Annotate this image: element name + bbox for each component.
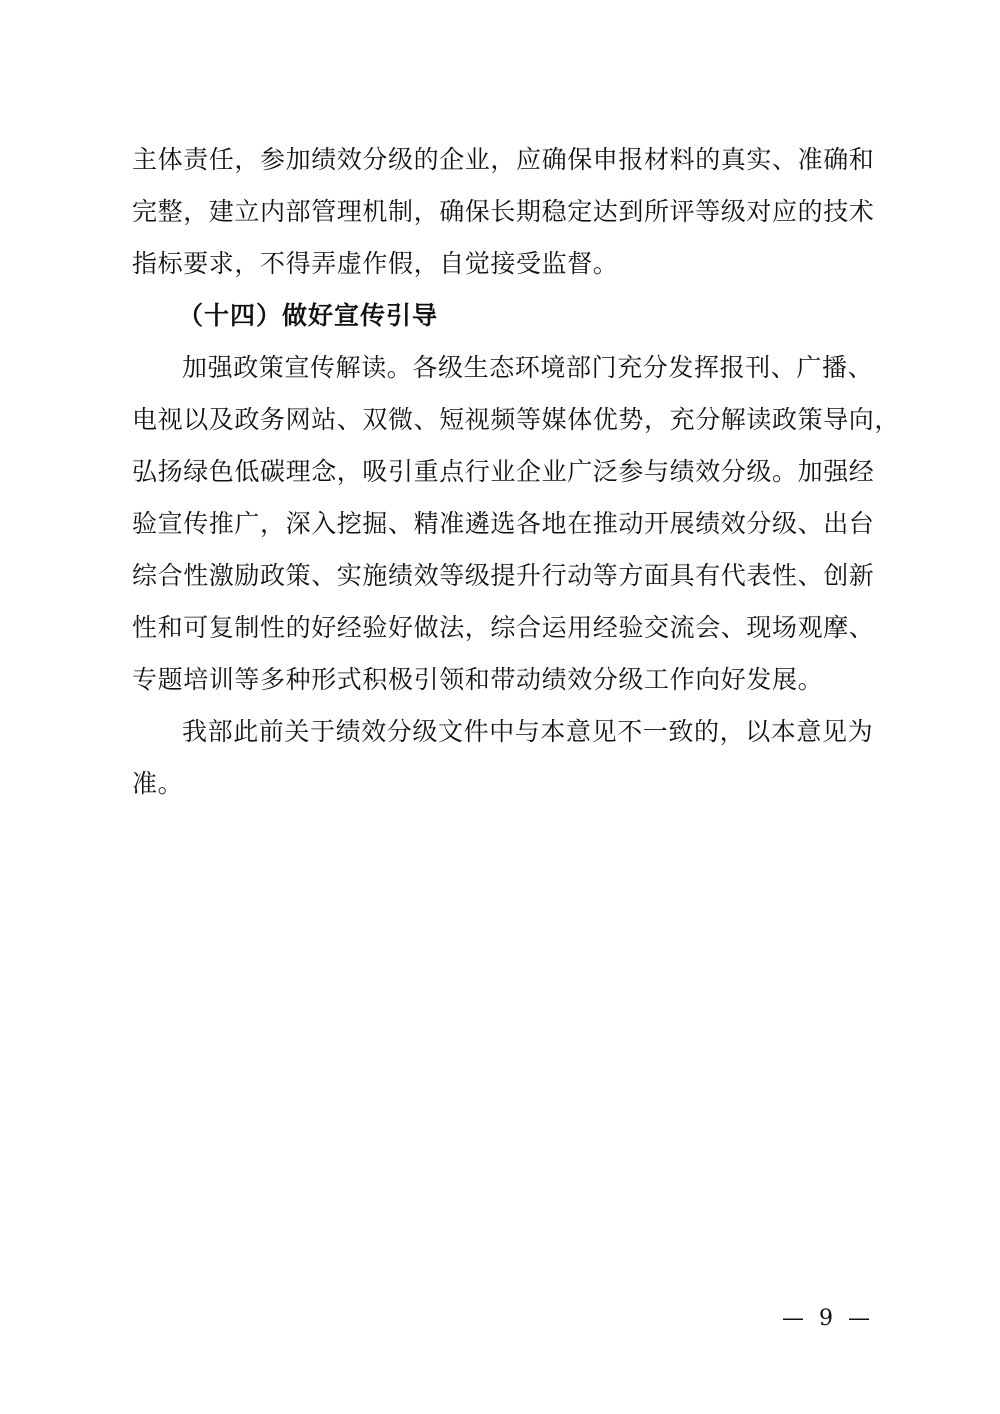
paragraph-line: 准。 [132, 769, 184, 798]
section-heading: （十四）做好宣传引导 [178, 301, 439, 330]
paragraph-line: 我部此前关于绩效分级文件中与本意见不一致的，以本意见为 [182, 717, 874, 746]
page-number: — 9 — [782, 1306, 874, 1331]
paragraph-line: 性和可复制性的好经验好做法，综合运用经验交流会、现场观摩、 [132, 613, 875, 642]
paragraph-line: 指标要求，不得弄虚作假，自觉接受监督。 [132, 249, 619, 278]
paragraph-line: 综合性激励政策、实施绩效等级提升行动等方面具有代表性、创新 [132, 561, 875, 590]
paragraph-line: 弘扬绿色低碳理念，吸引重点行业企业广泛参与绩效分级。加强经 [132, 457, 875, 486]
paragraph-line: 加强政策宣传解读。各级生态环境部门充分发挥报刊、广播、 [182, 353, 874, 382]
paragraph-line: 主体责任，参加绩效分级的企业，应确保申报材料的真实、准确和 [132, 145, 875, 174]
paragraph-line: 专题培训等多种形式积极引领和带动绩效分级工作向好发展。 [132, 665, 824, 694]
paragraph-line: 电视以及政务网站、双微、短视频等媒体优势，充分解读政策导向， [132, 405, 901, 434]
paragraph-line: 验宣传推广，深入挖掘、精准遴选各地在推动开展绩效分级、出台 [132, 509, 875, 538]
paragraph-line: 完整，建立内部管理机制，确保长期稳定达到所评等级对应的技术 [132, 197, 875, 226]
